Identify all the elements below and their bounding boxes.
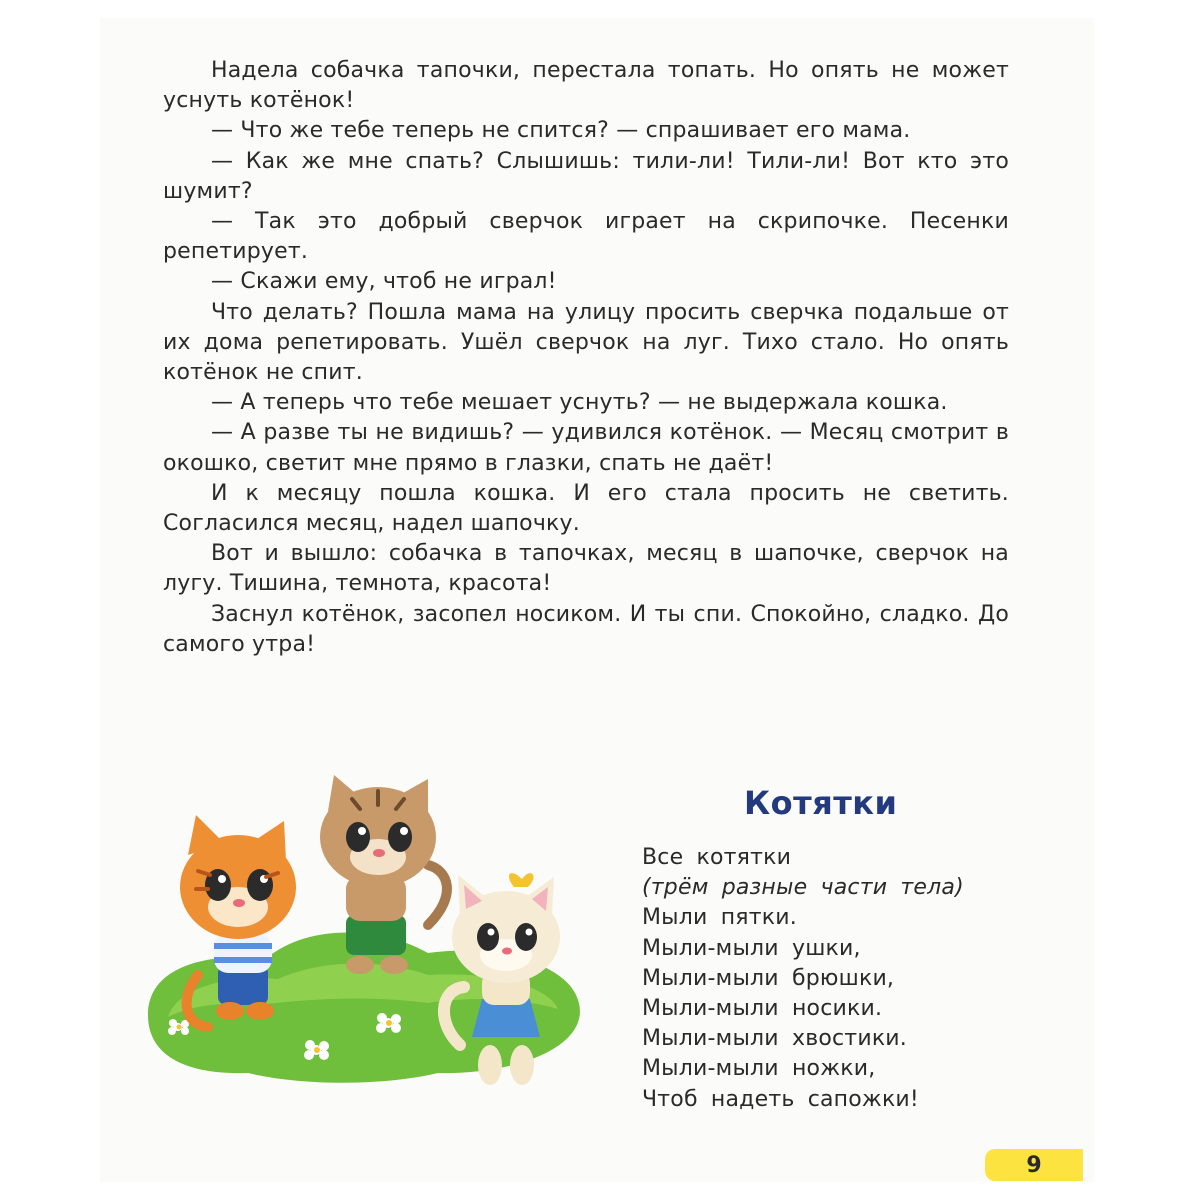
- poem-line: Все котятки: [642, 845, 792, 870]
- story-paragraph: И к месяцу пошла кошка. И его стала просить не светить. Согласился месяц, надел шапочку.: [163, 480, 1009, 537]
- poem-stage-direction: (трём разные части тела): [642, 875, 964, 901]
- poem-line: Мыли-мыли брюшки,: [642, 965, 895, 991]
- story-paragraph: — Так это добрый сверчок играет на скрипочке. Песенки репетирует.: [163, 209, 1009, 265]
- story-paragraph: — А теперь что тебе мешает уснуть? — не выдержала кошка.: [211, 390, 948, 416]
- poem-title: Котятки: [744, 784, 898, 822]
- poem-line: Мыли-мыли хвостики.: [642, 1026, 908, 1052]
- poem-line: Мыли-мыли носики.: [642, 996, 883, 1022]
- story-paragraph: — Как же мне спать? Слышишь: тили-ли! Тили-ли! Вот кто это шумит?: [163, 148, 1009, 204]
- story-paragraph: Вот и вышло: собачка в тапочках, месяц в шапочке, сверчок на лугу. Тишина, темнота, красота!: [163, 541, 1009, 597]
- story-paragraph: Что делать? Пошла мама на улицу просить сверчка подальше от их дома репетировать. Ушёл сверчок на луг. Тихо стало. Но опять котёнок не спит.: [163, 299, 1009, 386]
- poem-line: Мыли пятки.: [642, 905, 797, 931]
- story-paragraph: — А разве ты не видишь? — удивился котёнок. — Месяц смотрит в окошко, светит мне прямо в глазки, спать не даёт!: [163, 420, 1009, 476]
- story-paragraph: Заснул котёнок, засопел носиком. И ты спи. Спокойно, сладко. До самого утра!: [163, 601, 1009, 657]
- story-paragraph: Надела собачка тапочки, перестала топать. Но опять не может уснуть котёнок!: [163, 58, 1009, 114]
- story-paragraph: — Скажи ему, чтоб не играл!: [211, 269, 557, 295]
- three-kittens-illustration: [138, 775, 618, 1095]
- poem-text: [642, 843, 1022, 1115]
- story-paragraph: — Что же тебе теперь не спится? — спрашивает его мама.: [211, 118, 911, 144]
- story-text: [163, 56, 1009, 660]
- poem-line: Мыли-мыли ушки,: [642, 935, 861, 961]
- poem-line: Чтоб надеть сапожки!: [642, 1086, 919, 1112]
- poem-line: Мыли-мыли ножки,: [642, 1056, 876, 1082]
- page-number: 9: [985, 1149, 1083, 1181]
